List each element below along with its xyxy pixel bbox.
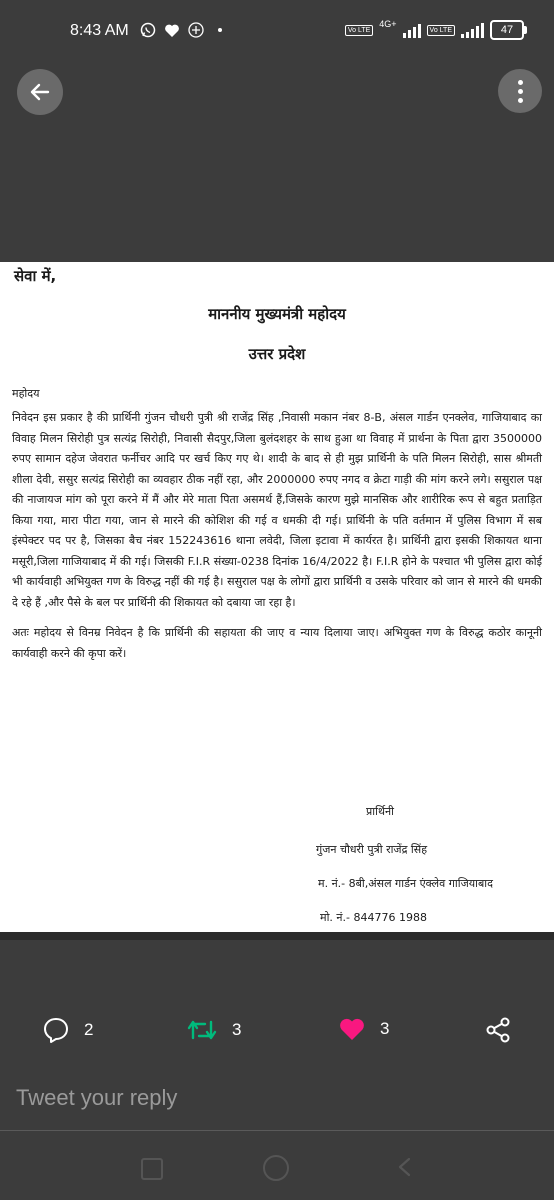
doc-paragraph: अतः महोदय से विनम्र निवेदन है कि प्रार्थिनी की सहायता की जाए व न्याय दिलाया जाए। अभियुक्त गण के विरुद्ध कठोर कानूनी कार्यवाही करने की कृपा करें। [12, 626, 542, 660]
whatsapp-icon [140, 22, 156, 38]
share-icon [484, 1016, 512, 1044]
doc-signature-title: प्रार्थिनी [366, 805, 394, 818]
document-bottom-edge [0, 932, 554, 940]
nav-back-icon[interactable] [395, 1156, 415, 1178]
doc-signature-name: गुंजन चौधरी पुत्री राजेंद्र सिंह [316, 843, 428, 856]
more-dot-icon [518, 80, 523, 85]
battery-icon: 47 [490, 20, 524, 40]
status-bar [0, 0, 554, 64]
doc-heading-state: उत्तर प्रदेश [248, 345, 306, 363]
home-button[interactable] [263, 1155, 289, 1181]
network-type: 4G+ [379, 19, 397, 29]
more-options-button[interactable] [498, 69, 542, 113]
recent-apps-button[interactable] [141, 1158, 163, 1180]
heart-filled-icon [338, 1016, 366, 1042]
app-notification-icon [188, 22, 204, 38]
doc-body [12, 408, 542, 674]
doc-salutation: सेवा में, [14, 267, 57, 285]
doc-heading-recipient: माननीय मुख्यमंत्री महोदय [208, 305, 346, 323]
signal-1-icon [403, 22, 421, 38]
status-time: 8:43 AM [70, 22, 129, 39]
heart-icon [164, 23, 180, 38]
retweet-count: 3 [232, 1020, 242, 1039]
system-icons [345, 20, 524, 40]
signal-2-icon [461, 22, 484, 38]
retweet-icon [186, 1016, 218, 1044]
volte-2-icon: Vo LTE [427, 25, 455, 36]
retweet-button[interactable] [186, 1016, 241, 1044]
doc-paragraph: निवेदन इस प्रकार है की प्रार्थिनी गुंजन चौधरी पुत्री श्री राजेंद्र सिंह ,निवासी मकान नंबर 8-B, अंसल गार्डन एनक्लेव, गाजियाबाद का विवाह मिलन सिरोही पुत्र सत्यंद्र सिरोही, निवासी सैदपुर,जिला बुलंदशहर के साथ हुआ था विवाह में प्रार्थना के पिता द्वारा 3500000 रुपए सामान दहेज जेवरात फर्नीचर आदि पर खर्च किए गए थे। शादी के बाद से ही मुझ प्रार्थिनी के पति मिलन सिरोही, सास श्रीमती शीला देवी, ससुर सत्यंद्र सिरोही का व्यवहार ठीक नहीं रहा, और 2000000 रुपए नगद व क्रेटा गाड़ी की मांग करने लगे। ससुराल पक्ष की नाजायज मांग को पूरा करने में मैं और मेरे माता पिता असमर्थ हैं,जिसके कारण मुझे मानसिक और शारीरिक रूप से बहुत प्रताड़ित किया गया, मारा पीटा गया, जान से मारने की कोशिश की गई व धमकी दी गई। प्रार्थिनी के पति वर्तमान में पुलिस विभाग में सब इंस्पेक्टर पद पर है, जिसका बैच नंबर 152243616 थाना लवेदी, जिला इटावा में कार्यरत है। प्रार्थिनी द्वारा इसकी शिकायत थाना मसूरी,जिला गाजियाबाद में की गई। जिसकी F.I.R संख्या-0238 दिनांक 16/4/2022 है। F.I.R होने के पश्चात भी पुलिस द्वारा कोई भी कार्यवाही अभियुक्त गण के विरुद्ध नहीं की गई है। ससुराल पक्ष के लोगों द्वारा प्रार्थिनी व उसके परिवार को जान से मारने की धमकी दे रहे हैं ,और पैसे के बल पर प्रार्थिनी की शिकायत को दबाया जा रहा है। [12, 411, 542, 609]
volte-1-icon: Vo LTE [345, 25, 373, 36]
tweet-actions [0, 1010, 554, 1050]
document-image[interactable] [0, 262, 554, 938]
like-count: 3 [380, 1019, 390, 1038]
reply-button[interactable] [42, 1016, 93, 1044]
doc-signature-address: म. नं.- 8बी,अंसल गार्डन एंक्लेव गाजियाबाद [318, 877, 493, 890]
reply-divider [0, 1130, 554, 1131]
system-nav-bar [0, 1140, 554, 1200]
more-dot-icon [518, 89, 523, 94]
reply-icon [42, 1016, 70, 1044]
more-notifications-dot [218, 28, 222, 32]
notification-icons [140, 22, 222, 38]
reply-count: 2 [84, 1020, 94, 1039]
reply-input[interactable] [16, 1078, 536, 1118]
doc-signature-phone: मो. नं.- 844776 1988 [320, 911, 427, 924]
back-button[interactable] [17, 69, 63, 115]
more-dot-icon [518, 98, 523, 103]
share-button[interactable] [484, 1016, 512, 1044]
like-button[interactable] [338, 1016, 389, 1042]
doc-greeting: महोदय [12, 387, 40, 400]
arrow-left-icon [28, 80, 52, 104]
